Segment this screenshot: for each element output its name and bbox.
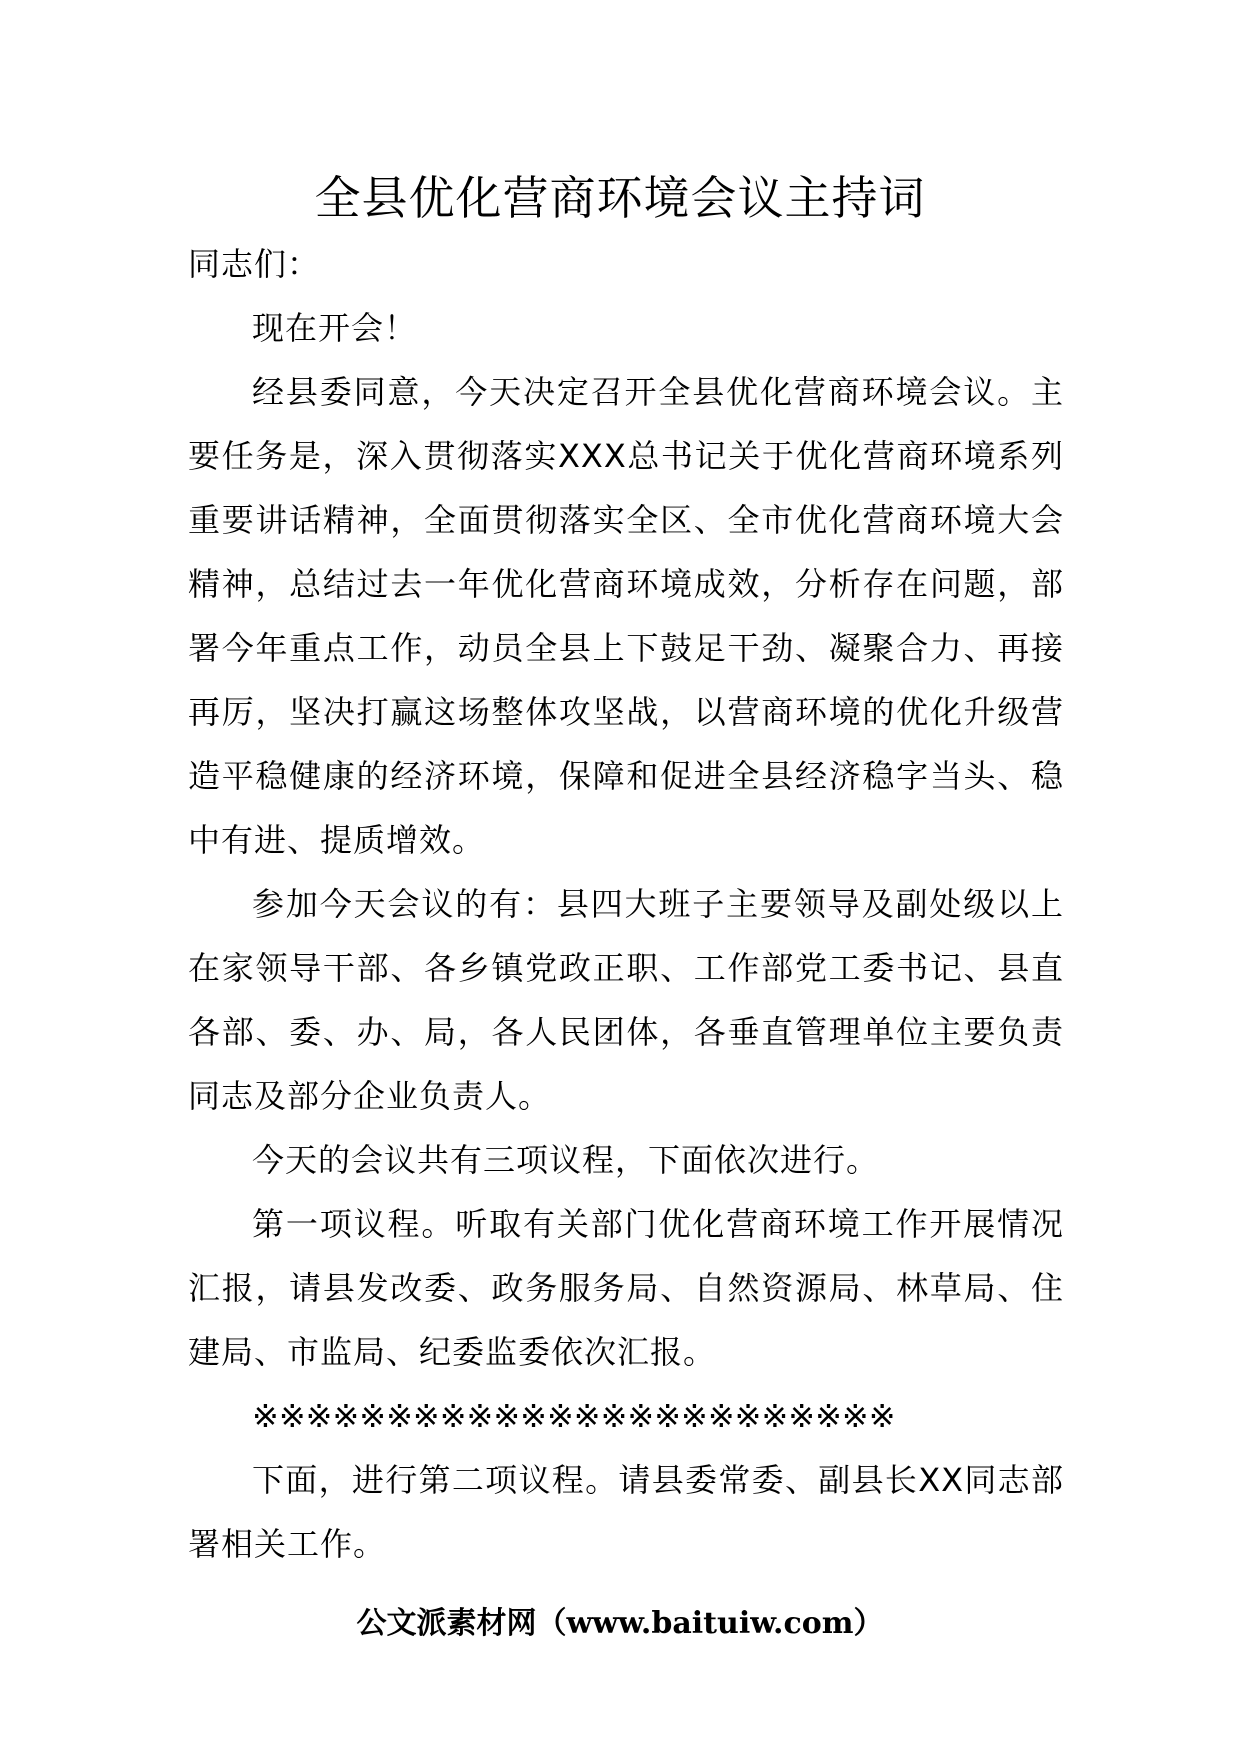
paragraph-agenda-intro: 今天的会议共有三项议程，下面依次进行。 (252, 1141, 880, 1179)
paragraph-opening: 现在开会！ (252, 309, 418, 347)
watermark-footer: 公文派素材网（www.baituiw.com） (356, 1606, 884, 1641)
paragraph-purpose: 经县委同意，今天决定召开全县优化营商环境会议。主要任务是，深入贯彻落实XXX总书记关于优化营商环境系列重要讲话精神，全面贯彻落实全区、全市优化营商环境大会精神，总结过去一年优化营商环境成效，分析存在问题，部署今年重点工作，动员全县上下鼓足干劲、凝聚合力、再接再厉，坚决打赢这场整体攻坚战，以营商环境的优化升级营造平稳健康的经济环境，保障和促进全县经济稳字当头、稳中有进、提质增效。 (188, 373, 1064, 859)
salutation: 同志们： (188, 245, 321, 283)
paragraph-attendees: 参加今天会议的有：县四大班子主要领导及副处级以上在家领导干部、各乡镇党政正职、工作部党工委书记、县直各部、委、办、局，各人民团体，各垂直管理单位主要负责同志及部分企业负责人。 (188, 885, 1064, 1115)
paragraph-agenda-item-2: 下面，进行第二项议程。请县委常委、副县长XX同志部署相关工作。 (188, 1461, 1064, 1563)
paragraph-agenda-item-1: 第一项议程。听取有关部门优化营商环境工作开展情况汇报，请县发改委、政务服务局、自然资源局、林草局、住建局、市监局、纪委监委依次汇报。 (188, 1205, 1064, 1371)
section-separator: ※※※※※※※※※※※※※※※※※※※※※※※※ (252, 1397, 896, 1435)
document-title: 全县优化营商环境会议主持词 (314, 171, 926, 225)
document-body (188, 232, 1064, 1576)
